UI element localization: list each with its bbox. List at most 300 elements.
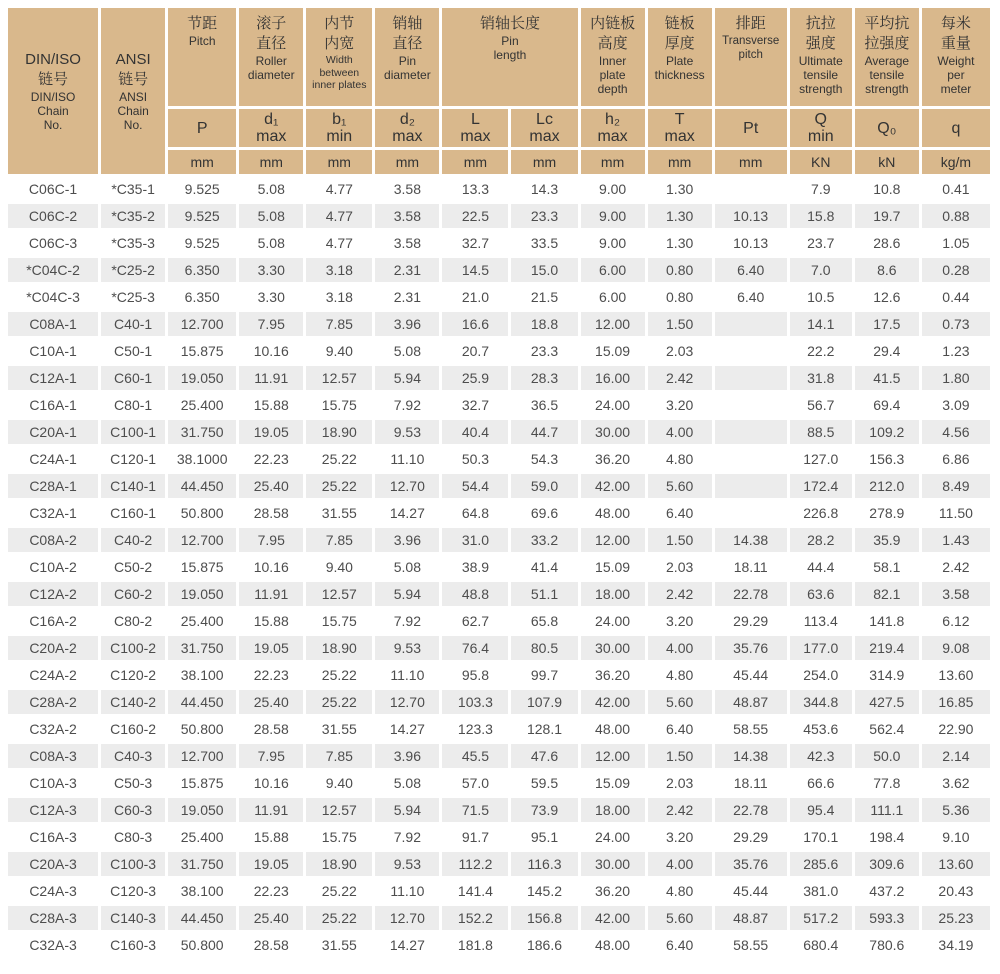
plate-thickness-t-max-cell: 3.20 bbox=[648, 825, 712, 849]
weight-q-cell: 3.09 bbox=[922, 393, 990, 417]
roller-d1-max-cell: 25.40 bbox=[239, 690, 303, 714]
weight-q-cell: 3.58 bbox=[922, 582, 990, 606]
average-strength-q0-cell: 12.6 bbox=[855, 285, 919, 309]
plate-thickness-t-max-cell: 2.42 bbox=[648, 582, 712, 606]
table-row bbox=[8, 933, 990, 957]
header-zh-line: 链板 bbox=[664, 15, 695, 32]
inner-width-b1-min-cell: 12.57 bbox=[306, 582, 372, 606]
transverse-pitch-pt-cell bbox=[715, 420, 787, 444]
header-zh-line: 厚度 bbox=[664, 35, 695, 52]
pitch-p-cell: 12.700 bbox=[168, 528, 236, 552]
roller-d1-max-cell: 5.08 bbox=[239, 204, 303, 228]
pin-d2-max-cell: 12.70 bbox=[375, 906, 439, 930]
roller-d1-max-cell: 15.88 bbox=[239, 393, 303, 417]
table-row bbox=[8, 663, 990, 687]
inner-plate-h2-max-cell: 9.00 bbox=[581, 231, 645, 255]
symbol-line: max bbox=[256, 128, 287, 145]
transverse-pitch-pt-cell: 29.29 bbox=[715, 825, 787, 849]
symbol-cell-inner-plate-h2-max bbox=[581, 109, 645, 147]
pin-length-l-max-cell: 57.0 bbox=[442, 771, 508, 795]
plate-thickness-t-max-cell: 1.50 bbox=[648, 744, 712, 768]
inner-width-b1-min-cell: 25.22 bbox=[306, 906, 372, 930]
unit-cell-pin-length-lc-max: mm bbox=[511, 150, 577, 174]
pin-d2-max-cell: 11.10 bbox=[375, 663, 439, 687]
pin-length-l-max-cell: 38.9 bbox=[442, 555, 508, 579]
header-en-line: tensile bbox=[803, 68, 839, 82]
transverse-pitch-pt-cell bbox=[715, 339, 787, 363]
header-zh-line: 重量 bbox=[940, 35, 971, 52]
inner-plate-h2-max-cell: 48.00 bbox=[581, 717, 645, 741]
pin-d2-max-cell: 9.53 bbox=[375, 420, 439, 444]
header-zh-line: 每米 bbox=[940, 15, 971, 32]
inner-plate-h2-max-cell: 15.09 bbox=[581, 771, 645, 795]
transverse-pitch-pt-cell: 18.11 bbox=[715, 771, 787, 795]
pin-d2-max-cell: 5.08 bbox=[375, 771, 439, 795]
inner-plate-h2-max-cell: 24.00 bbox=[581, 609, 645, 633]
pitch-p-cell: 38.100 bbox=[168, 879, 236, 903]
table-row bbox=[8, 879, 990, 903]
header-en-line: strength bbox=[865, 82, 909, 96]
weight-q-cell: 11.50 bbox=[922, 501, 990, 525]
header-cell-ultimate-tensile-strength bbox=[790, 8, 852, 106]
pin-length-l-max-cell: 31.0 bbox=[442, 528, 508, 552]
plate-thickness-t-max-cell: 5.60 bbox=[648, 474, 712, 498]
pitch-p-cell: 19.050 bbox=[168, 582, 236, 606]
ansi-chain-no-cell: *C25-3 bbox=[101, 285, 165, 309]
plate-thickness-t-max-cell: 5.60 bbox=[648, 906, 712, 930]
symbol-line: h₂ bbox=[605, 111, 621, 128]
pitch-p-cell: 9.525 bbox=[168, 204, 236, 228]
roller-d1-max-cell: 11.91 bbox=[239, 582, 303, 606]
plate-thickness-t-max-cell: 2.03 bbox=[648, 771, 712, 795]
inner-plate-h2-max-cell: 42.00 bbox=[581, 690, 645, 714]
weight-q-cell: 2.14 bbox=[922, 744, 990, 768]
plate-thickness-t-max-cell: 4.00 bbox=[648, 852, 712, 876]
ansi-chain-no-cell: C50-1 bbox=[101, 339, 165, 363]
inner-plate-h2-max-cell: 48.00 bbox=[581, 501, 645, 525]
symbol-cell-transverse-pitch-pt bbox=[715, 109, 787, 147]
pitch-p-cell: 25.400 bbox=[168, 393, 236, 417]
pin-length-lc-max-cell: 33.5 bbox=[511, 231, 577, 255]
plate-thickness-t-max-cell: 2.03 bbox=[648, 339, 712, 363]
inner-width-b1-min-cell: 12.57 bbox=[306, 366, 372, 390]
pin-d2-max-cell: 11.10 bbox=[375, 879, 439, 903]
pin-length-l-max-cell: 123.3 bbox=[442, 717, 508, 741]
pin-d2-max-cell: 12.70 bbox=[375, 474, 439, 498]
pin-length-l-max-cell: 181.8 bbox=[442, 933, 508, 957]
table-row bbox=[8, 339, 990, 363]
table-row bbox=[8, 204, 990, 228]
pitch-p-cell: 19.050 bbox=[168, 366, 236, 390]
roller-d1-max-cell: 15.88 bbox=[239, 609, 303, 633]
pin-d2-max-cell: 5.94 bbox=[375, 366, 439, 390]
ansi-chain-no-cell: C100-1 bbox=[101, 420, 165, 444]
din-iso-chain-no-cell: C08A-2 bbox=[8, 528, 98, 552]
weight-q-cell: 0.44 bbox=[922, 285, 990, 309]
pin-length-l-max-cell: 45.5 bbox=[442, 744, 508, 768]
ansi-chain-no-cell: C60-2 bbox=[101, 582, 165, 606]
transverse-pitch-pt-cell bbox=[715, 312, 787, 336]
din-iso-chain-no-cell: C32A-3 bbox=[8, 933, 98, 957]
inner-width-b1-min-cell: 7.85 bbox=[306, 744, 372, 768]
header-en-line: Chain bbox=[37, 104, 69, 118]
pin-length-l-max-cell: 152.2 bbox=[442, 906, 508, 930]
inner-plate-h2-max-cell: 30.00 bbox=[581, 636, 645, 660]
table-row bbox=[8, 771, 990, 795]
ultimate-strength-q-min-cell: 10.5 bbox=[790, 285, 852, 309]
pin-length-l-max-cell: 32.7 bbox=[442, 231, 508, 255]
average-strength-q0-cell: 314.9 bbox=[855, 663, 919, 687]
header-en-line: ANSI bbox=[119, 90, 148, 104]
inner-width-b1-min-cell: 9.40 bbox=[306, 555, 372, 579]
symbol-cell-ultimate-strength-q-min bbox=[790, 109, 852, 147]
plate-thickness-t-max-cell: 1.30 bbox=[648, 177, 712, 201]
header-cell-average-tensile-strength bbox=[855, 8, 919, 106]
symbol-line: Q bbox=[814, 111, 827, 128]
inner-width-b1-min-cell: 31.55 bbox=[306, 717, 372, 741]
ansi-chain-no-cell: C40-2 bbox=[101, 528, 165, 552]
unit-cell-plate-thickness-t-max: mm bbox=[648, 150, 712, 174]
symbol-line: Lc bbox=[536, 111, 553, 128]
pin-length-lc-max-cell: 23.3 bbox=[511, 204, 577, 228]
pin-length-l-max-cell: 22.5 bbox=[442, 204, 508, 228]
table-row bbox=[8, 258, 990, 282]
header-en-line: Pin bbox=[501, 34, 519, 48]
roller-d1-max-cell: 19.05 bbox=[239, 636, 303, 660]
transverse-pitch-pt-cell: 35.76 bbox=[715, 636, 787, 660]
inner-plate-h2-max-cell: 42.00 bbox=[581, 906, 645, 930]
din-iso-chain-no-cell: C16A-1 bbox=[8, 393, 98, 417]
pitch-p-cell: 15.875 bbox=[168, 771, 236, 795]
pitch-p-cell: 25.400 bbox=[168, 609, 236, 633]
din-iso-chain-no-cell: C08A-3 bbox=[8, 744, 98, 768]
header-en-line: strength bbox=[799, 82, 843, 96]
pin-length-l-max-cell: 95.8 bbox=[442, 663, 508, 687]
pitch-p-cell: 50.800 bbox=[168, 501, 236, 525]
table-row bbox=[8, 852, 990, 876]
symbol-line: Pt bbox=[743, 119, 759, 137]
inner-plate-h2-max-cell: 42.00 bbox=[581, 474, 645, 498]
transverse-pitch-pt-cell bbox=[715, 474, 787, 498]
header-zh-line: 链号 bbox=[38, 71, 69, 88]
header-en-line: tensile bbox=[869, 68, 905, 82]
inner-width-b1-min-cell: 31.55 bbox=[306, 501, 372, 525]
inner-plate-h2-max-cell: 36.20 bbox=[581, 879, 645, 903]
inner-plate-h2-max-cell: 6.00 bbox=[581, 258, 645, 282]
transverse-pitch-pt-cell: 6.40 bbox=[715, 285, 787, 309]
header-zh-line: 强度 bbox=[805, 35, 836, 52]
roller-d1-max-cell: 15.88 bbox=[239, 825, 303, 849]
pitch-p-cell: 9.525 bbox=[168, 231, 236, 255]
pin-length-l-max-cell: 25.9 bbox=[442, 366, 508, 390]
pin-length-l-max-cell: 21.0 bbox=[442, 285, 508, 309]
ansi-chain-no-cell: *C35-1 bbox=[101, 177, 165, 201]
weight-q-cell: 13.60 bbox=[922, 852, 990, 876]
pitch-p-cell: 44.450 bbox=[168, 690, 236, 714]
table-row bbox=[8, 825, 990, 849]
pin-length-l-max-cell: 141.4 bbox=[442, 879, 508, 903]
average-strength-q0-cell: 212.0 bbox=[855, 474, 919, 498]
pitch-p-cell: 15.875 bbox=[168, 555, 236, 579]
ultimate-strength-q-min-cell: 226.8 bbox=[790, 501, 852, 525]
header-en-line: per bbox=[947, 68, 965, 82]
header-en-line: plate bbox=[599, 68, 626, 82]
header-zh-line: 高度 bbox=[597, 35, 628, 52]
pin-length-lc-max-cell: 99.7 bbox=[511, 663, 577, 687]
ultimate-strength-q-min-cell: 7.0 bbox=[790, 258, 852, 282]
din-iso-chain-no-cell: C28A-2 bbox=[8, 690, 98, 714]
pin-length-l-max-cell: 54.4 bbox=[442, 474, 508, 498]
pin-length-l-max-cell: 91.7 bbox=[442, 825, 508, 849]
header-zh-line: 直径 bbox=[392, 35, 423, 52]
header-cell-din-iso-chain-no bbox=[8, 8, 98, 174]
ultimate-strength-q-min-cell: 170.1 bbox=[790, 825, 852, 849]
average-strength-q0-cell: 58.1 bbox=[855, 555, 919, 579]
plate-thickness-t-max-cell: 0.80 bbox=[648, 258, 712, 282]
pitch-p-cell: 6.350 bbox=[168, 258, 236, 282]
inner-plate-h2-max-cell: 15.09 bbox=[581, 555, 645, 579]
header-zh-line: 排距 bbox=[735, 15, 766, 32]
din-iso-chain-no-cell: C16A-3 bbox=[8, 825, 98, 849]
weight-q-cell: 13.60 bbox=[922, 663, 990, 687]
header-cell-inner-plate-depth bbox=[581, 8, 645, 106]
plate-thickness-t-max-cell: 2.42 bbox=[648, 798, 712, 822]
din-iso-chain-no-cell: C10A-1 bbox=[8, 339, 98, 363]
pin-length-l-max-cell: 103.3 bbox=[442, 690, 508, 714]
ansi-chain-no-cell: *C35-2 bbox=[101, 204, 165, 228]
table-row bbox=[8, 231, 990, 255]
transverse-pitch-pt-cell: 35.76 bbox=[715, 852, 787, 876]
symbol-line: L bbox=[470, 111, 480, 128]
ultimate-strength-q-min-cell: 66.6 bbox=[790, 771, 852, 795]
inner-plate-h2-max-cell: 16.00 bbox=[581, 366, 645, 390]
weight-q-cell: 22.90 bbox=[922, 717, 990, 741]
weight-q-cell: 8.49 bbox=[922, 474, 990, 498]
ultimate-strength-q-min-cell: 285.6 bbox=[790, 852, 852, 876]
pin-d2-max-cell: 12.70 bbox=[375, 690, 439, 714]
average-strength-q0-cell: 780.6 bbox=[855, 933, 919, 957]
transverse-pitch-pt-cell bbox=[715, 447, 787, 471]
ultimate-strength-q-min-cell: 44.4 bbox=[790, 555, 852, 579]
average-strength-q0-cell: 109.2 bbox=[855, 420, 919, 444]
header-en-line: Plate bbox=[665, 54, 694, 68]
average-strength-q0-cell: 278.9 bbox=[855, 501, 919, 525]
pin-length-lc-max-cell: 44.7 bbox=[511, 420, 577, 444]
pin-length-l-max-cell: 48.8 bbox=[442, 582, 508, 606]
unit-cell-pin-length-l-max: mm bbox=[442, 150, 508, 174]
din-iso-chain-no-cell: C24A-1 bbox=[8, 447, 98, 471]
inner-width-b1-min-cell: 9.40 bbox=[306, 771, 372, 795]
pin-length-lc-max-cell: 41.4 bbox=[511, 555, 577, 579]
ansi-chain-no-cell: C80-2 bbox=[101, 609, 165, 633]
inner-plate-h2-max-cell: 18.00 bbox=[581, 798, 645, 822]
symbol-cell-plate-thickness-t-max bbox=[648, 109, 712, 147]
inner-width-b1-min-cell: 3.18 bbox=[306, 285, 372, 309]
plate-thickness-t-max-cell: 4.80 bbox=[648, 663, 712, 687]
pin-d2-max-cell: 5.08 bbox=[375, 339, 439, 363]
din-iso-chain-no-cell: C20A-1 bbox=[8, 420, 98, 444]
pin-length-l-max-cell: 16.6 bbox=[442, 312, 508, 336]
transverse-pitch-pt-cell: 14.38 bbox=[715, 744, 787, 768]
plate-thickness-t-max-cell: 0.80 bbox=[648, 285, 712, 309]
inner-width-b1-min-cell: 25.22 bbox=[306, 474, 372, 498]
header-zh-line: 销轴 bbox=[392, 15, 423, 32]
din-iso-chain-no-cell: C20A-3 bbox=[8, 852, 98, 876]
din-iso-chain-no-cell: *C04C-2 bbox=[8, 258, 98, 282]
header-en-line: Ultimate bbox=[798, 54, 843, 68]
symbol-cell-pin-d2-max bbox=[375, 109, 439, 147]
pitch-p-cell: 38.100 bbox=[168, 663, 236, 687]
pin-d2-max-cell: 7.92 bbox=[375, 393, 439, 417]
table-row bbox=[8, 528, 990, 552]
weight-q-cell: 0.41 bbox=[922, 177, 990, 201]
symbol-line: Q₀ bbox=[877, 119, 897, 137]
roller-d1-max-cell: 28.58 bbox=[239, 717, 303, 741]
din-iso-chain-no-cell: *C04C-3 bbox=[8, 285, 98, 309]
transverse-pitch-pt-cell bbox=[715, 366, 787, 390]
header-zh-line: 内链板 bbox=[590, 15, 636, 32]
symbol-line: d₂ bbox=[399, 111, 415, 128]
transverse-pitch-pt-cell: 10.13 bbox=[715, 231, 787, 255]
ansi-chain-no-cell: C100-3 bbox=[101, 852, 165, 876]
inner-width-b1-min-cell: 9.40 bbox=[306, 339, 372, 363]
pin-d2-max-cell: 3.96 bbox=[375, 744, 439, 768]
pin-length-lc-max-cell: 80.5 bbox=[511, 636, 577, 660]
header-en-line: No. bbox=[43, 118, 63, 132]
header-cell-pin-length bbox=[442, 8, 577, 106]
plate-thickness-t-max-cell: 2.42 bbox=[648, 366, 712, 390]
din-iso-chain-no-cell: C06C-3 bbox=[8, 231, 98, 255]
inner-plate-h2-max-cell: 36.20 bbox=[581, 663, 645, 687]
inner-plate-h2-max-cell: 24.00 bbox=[581, 393, 645, 417]
din-iso-chain-no-cell: C12A-3 bbox=[8, 798, 98, 822]
pin-d2-max-cell: 9.53 bbox=[375, 852, 439, 876]
header-en-line: Width bbox=[325, 54, 353, 66]
transverse-pitch-pt-cell: 58.55 bbox=[715, 717, 787, 741]
pin-d2-max-cell: 7.92 bbox=[375, 609, 439, 633]
pitch-p-cell: 44.450 bbox=[168, 906, 236, 930]
roller-d1-max-cell: 7.95 bbox=[239, 744, 303, 768]
transverse-pitch-pt-cell bbox=[715, 393, 787, 417]
table-row bbox=[8, 393, 990, 417]
pin-length-lc-max-cell: 21.5 bbox=[511, 285, 577, 309]
pin-length-l-max-cell: 62.7 bbox=[442, 609, 508, 633]
transverse-pitch-pt-cell: 14.38 bbox=[715, 528, 787, 552]
average-strength-q0-cell: 10.8 bbox=[855, 177, 919, 201]
pin-length-lc-max-cell: 36.5 bbox=[511, 393, 577, 417]
pin-length-lc-max-cell: 14.3 bbox=[511, 177, 577, 201]
roller-d1-max-cell: 22.23 bbox=[239, 879, 303, 903]
pin-d2-max-cell: 2.31 bbox=[375, 258, 439, 282]
pin-d2-max-cell: 14.27 bbox=[375, 933, 439, 957]
roller-d1-max-cell: 22.23 bbox=[239, 663, 303, 687]
ansi-chain-no-cell: C140-2 bbox=[101, 690, 165, 714]
pin-length-lc-max-cell: 128.1 bbox=[511, 717, 577, 741]
table-row bbox=[8, 609, 990, 633]
table-row bbox=[8, 447, 990, 471]
pitch-p-cell: 9.525 bbox=[168, 177, 236, 201]
header-zh-line: 内宽 bbox=[324, 35, 355, 52]
inner-width-b1-min-cell: 18.90 bbox=[306, 636, 372, 660]
roller-d1-max-cell: 28.58 bbox=[239, 933, 303, 957]
ansi-chain-no-cell: C120-2 bbox=[101, 663, 165, 687]
din-iso-chain-no-cell: C12A-2 bbox=[8, 582, 98, 606]
pitch-p-cell: 44.450 bbox=[168, 474, 236, 498]
header-en-line: thickness bbox=[654, 68, 705, 82]
plate-thickness-t-max-cell: 6.40 bbox=[648, 717, 712, 741]
pin-length-lc-max-cell: 116.3 bbox=[511, 852, 577, 876]
din-iso-chain-no-cell: C10A-3 bbox=[8, 771, 98, 795]
ultimate-strength-q-min-cell: 15.8 bbox=[790, 204, 852, 228]
roller-d1-max-cell: 7.95 bbox=[239, 312, 303, 336]
plate-thickness-t-max-cell: 6.40 bbox=[648, 933, 712, 957]
header-zh-line: 链号 bbox=[118, 71, 149, 88]
symbol-line: max bbox=[460, 128, 491, 145]
inner-plate-h2-max-cell: 24.00 bbox=[581, 825, 645, 849]
header-en-line: diameter bbox=[247, 68, 295, 82]
average-strength-q0-cell: 219.4 bbox=[855, 636, 919, 660]
header-cell-inner-width bbox=[306, 8, 372, 106]
pitch-p-cell: 15.875 bbox=[168, 339, 236, 363]
symbol-line: max bbox=[597, 128, 628, 145]
transverse-pitch-pt-cell: 45.44 bbox=[715, 663, 787, 687]
pin-d2-max-cell: 5.94 bbox=[375, 582, 439, 606]
header-zh-line: 滚子 bbox=[256, 15, 287, 32]
roller-d1-max-cell: 25.40 bbox=[239, 906, 303, 930]
din-iso-chain-no-cell: C32A-1 bbox=[8, 501, 98, 525]
pin-length-l-max-cell: 14.5 bbox=[442, 258, 508, 282]
pin-d2-max-cell: 14.27 bbox=[375, 717, 439, 741]
table-row bbox=[8, 285, 990, 309]
pin-d2-max-cell: 3.96 bbox=[375, 528, 439, 552]
plate-thickness-t-max-cell: 3.20 bbox=[648, 609, 712, 633]
average-strength-q0-cell: 82.1 bbox=[855, 582, 919, 606]
header-en-line: meter bbox=[940, 82, 972, 96]
pin-d2-max-cell: 3.58 bbox=[375, 231, 439, 255]
pitch-p-cell: 12.700 bbox=[168, 744, 236, 768]
average-strength-q0-cell: 198.4 bbox=[855, 825, 919, 849]
header-zh-line: 直径 bbox=[256, 35, 287, 52]
ansi-chain-no-cell: C140-1 bbox=[101, 474, 165, 498]
roller-d1-max-cell: 10.16 bbox=[239, 339, 303, 363]
symbol-line: d₁ bbox=[264, 111, 279, 128]
pin-length-l-max-cell: 76.4 bbox=[442, 636, 508, 660]
weight-q-cell: 25.23 bbox=[922, 906, 990, 930]
pitch-p-cell: 38.1000 bbox=[168, 447, 236, 471]
pitch-p-cell: 6.350 bbox=[168, 285, 236, 309]
inner-width-b1-min-cell: 31.55 bbox=[306, 933, 372, 957]
roller-d1-max-cell: 3.30 bbox=[239, 258, 303, 282]
weight-q-cell: 16.85 bbox=[922, 690, 990, 714]
header-cell-pitch bbox=[168, 8, 236, 106]
pin-length-l-max-cell: 64.8 bbox=[442, 501, 508, 525]
average-strength-q0-cell: 111.1 bbox=[855, 798, 919, 822]
ansi-chain-no-cell: C100-2 bbox=[101, 636, 165, 660]
ansi-chain-no-cell: C40-1 bbox=[101, 312, 165, 336]
ultimate-strength-q-min-cell: 31.8 bbox=[790, 366, 852, 390]
average-strength-q0-cell: 437.2 bbox=[855, 879, 919, 903]
roller-d1-max-cell: 19.05 bbox=[239, 420, 303, 444]
pitch-p-cell: 25.400 bbox=[168, 825, 236, 849]
average-strength-q0-cell: 427.5 bbox=[855, 690, 919, 714]
table-row bbox=[8, 366, 990, 390]
inner-plate-h2-max-cell: 36.20 bbox=[581, 447, 645, 471]
pitch-p-cell: 50.800 bbox=[168, 717, 236, 741]
header-en-line: DIN/ISO bbox=[30, 90, 76, 104]
average-strength-q0-cell: 35.9 bbox=[855, 528, 919, 552]
inner-plate-h2-max-cell: 30.00 bbox=[581, 420, 645, 444]
weight-q-cell: 9.10 bbox=[922, 825, 990, 849]
